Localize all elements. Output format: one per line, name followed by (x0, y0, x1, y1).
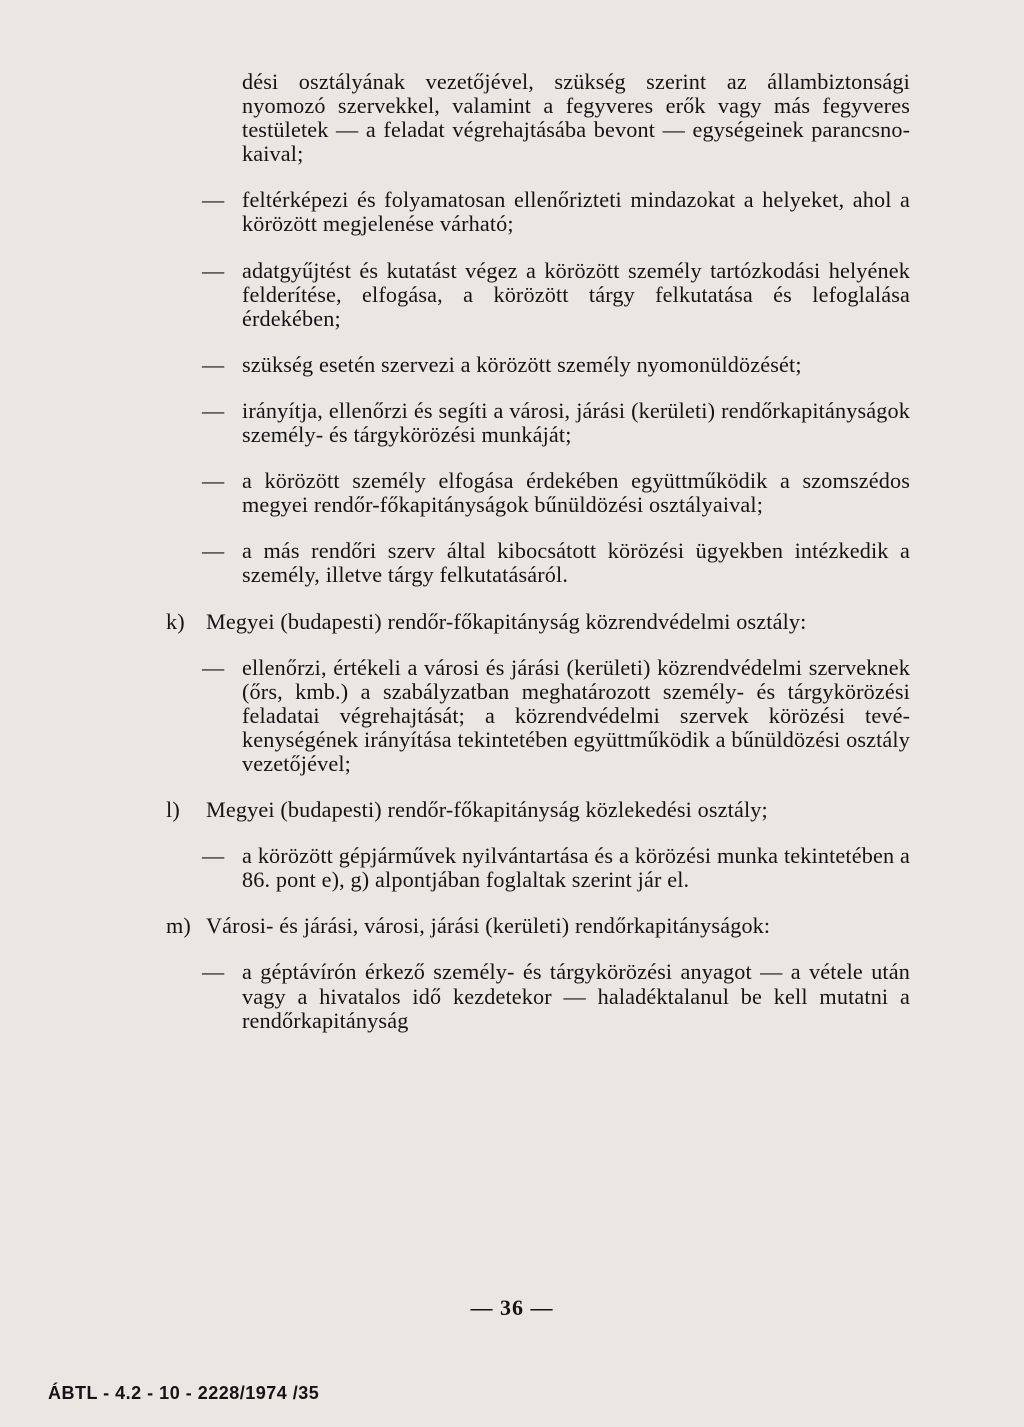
section-heading-text: Megyei (budapesti) rendőr-főkapitányság közrendvédelmi osztály: (206, 608, 807, 634)
dash-item: — a körözött személy elfogása érdekében együttműködik a szomszédos megyei rendőr-főkapitányságok bűnüldözési osztályaival; (166, 469, 910, 517)
dash-item: — a körözött gépjárművek nyilvántartása és a körözési munka tekintetében a 86. pont e), g) alpontjában foglaltak szerint jár el. (166, 844, 910, 892)
dash-item: — a más rendőri szerv által kibocsátott körözési ügyekben intézkedik a személy, illetve tárgy felkutatásáról. (166, 539, 910, 587)
dash-item: — szükség esetén szervezi a körözött személy nyomonüldözését; (166, 353, 910, 377)
section-m-heading (166, 914, 910, 938)
section-heading-text: Városi- és járási, városi, járási (kerületi) rendőrkapitányságok: (206, 913, 771, 939)
section-label: m) (166, 913, 191, 939)
section-label: l) (166, 797, 180, 823)
section-k-heading (166, 610, 910, 634)
section-l-heading (166, 798, 910, 822)
dash-item: — ellenőrzi, értékeli a városi és járási (kerületi) közrendvédelmi szerveknek (őrs, kmb.) a szabályzatban meghatározott személy- és tárgykörözési feladatai végrehajtását; a közrendvédelmi szervek körözési tevékenységének irányítása tekintetében együttműködik a bűnüldözési osztály vezetőjével; (166, 656, 910, 776)
body-text (166, 70, 910, 1055)
section-heading-text: Megyei (budapesti) rendőr-főkapitányság közlekedési osztály; (206, 797, 768, 823)
dash-item: — feltérképezi és folyamatosan ellenőrizteti mindazokat a helyeket, ahol a körözött megjelenése várható; (166, 188, 910, 236)
dash-item: — irányítja, ellenőrzi és segíti a városi, járási (kerületi) rendőrkapitányságok személy- és tárgykörözési munkáját; (166, 399, 910, 447)
paragraph-continuation: dési osztályának vezetőjével, szükség szerint az állambiztonsági nyomozó szervekkel, valamint a fegyveres erők vagy más fegyveres testületek — a feladat végrehajtásába bevont — egységeinek parancsnokaival; (242, 69, 910, 167)
page-number: — 36 — (470, 1295, 554, 1320)
dash-item: — adatgyűjtést és kutatást végez a körözött személy tartózkodási helyének felderítése, elfogása, a körözött tárgy felkutatása és lefoglalása érdekében; (166, 259, 910, 331)
section-label: k) (166, 608, 185, 634)
archive-reference: ÁBTL - 4.2 - 10 - 2228/1974 /35 (48, 1383, 320, 1403)
dash-item: — a géptávírón érkező személy- és tárgykörözési anyagot — a vétele után vagy a hivatalos idő kezdetekor — haladéktalanul be kell mutatni a rendőrkapitányság (166, 960, 910, 1032)
